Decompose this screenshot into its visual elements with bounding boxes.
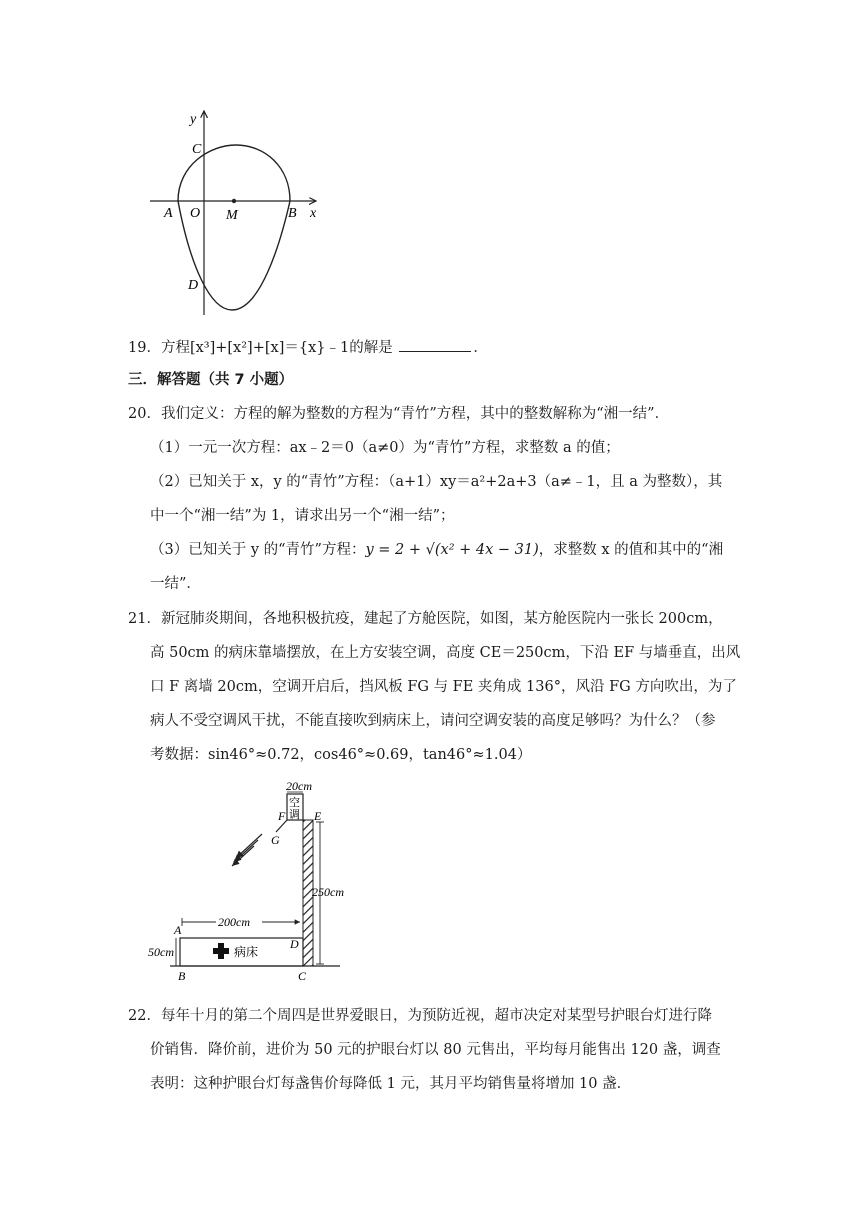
label-250cm: 250cm <box>312 885 344 899</box>
question-20-line6: 一结”． <box>150 576 201 592</box>
label-20cm: 20cm <box>286 779 312 793</box>
label-y: y <box>190 112 197 127</box>
question-20-line2: （1）一元一次方程：ax﹣2＝0（a≠0）为“青竹”方程，求整数 a 的值； <box>150 440 620 456</box>
label-d: D <box>290 937 299 951</box>
question-19: 19．方程[x³]+[x²]+[x]＝{x}﹣1的解是 ． <box>128 337 488 358</box>
question-22-line2: 价销售．降价前，进价为 50 元的护眼台灯以 80 元售出，平均每月能售出 120 盏，调查 <box>150 1042 721 1058</box>
label-bed: 病床 <box>234 945 259 959</box>
wind-arrow <box>234 840 258 862</box>
answer-blank <box>399 337 471 352</box>
label-d: D <box>188 278 199 293</box>
question-19-text: 19．方程[x³]+[x²]+[x]＝{x}﹣1的解是 <box>128 340 393 356</box>
figure-curve-axes <box>140 105 340 320</box>
label-o: O <box>190 206 201 221</box>
question-20-line5-a: （3）已知关于 y 的“青竹”方程： <box>150 542 366 558</box>
label-b: B <box>178 969 186 982</box>
label-g: G <box>271 833 280 847</box>
question-20-line5 <box>150 540 723 560</box>
question-21-line3: 口 F 离墙 20cm，空调开启后，挡风板 FG 与 FE 夹角成 136°，风沿 FG 方向吹出，为了 <box>150 679 737 695</box>
label-m: M <box>226 208 238 223</box>
label-50cm: 50cm <box>148 945 174 959</box>
label-b: B <box>288 206 297 221</box>
section-title: 三．解答题（共 7 小题） <box>128 372 294 388</box>
question-20-line3: （2）已知关于 x，y 的“青竹”方程：（a+1）xy＝a²+2a+3（a≠﹣1，且 a 为整数），其 <box>150 474 723 490</box>
question-21-line4: 病人不受空调风干扰，不能直接吹到病床上，请问空调安装的高度足够吗？为什么？（参 <box>150 713 716 729</box>
ac-label-tiao: 调 <box>289 809 300 821</box>
equation: y = 2 + √(x² + 4x − 31) <box>365 542 539 558</box>
figure-hospital-bed <box>140 772 360 982</box>
label-c: C <box>192 142 202 157</box>
question-22-line1: 22．每年十月的第二个周四是世界爱眼日，为预防近视，超市决定对某型号护眼台灯进行降 <box>128 1008 712 1024</box>
question-21-line2: 高 50cm 的病床靠墙摆放，在上方安装空调，高度 CE＝250cm，下沿 EF 与墙垂直，出风 <box>150 645 741 661</box>
wind-arrow <box>236 834 262 858</box>
point-m <box>232 199 236 203</box>
question-20-line4: 中一个“湘一结”为 1，请求出另一个“湘一结”； <box>150 508 455 524</box>
question-21-line1: 21．新冠肺炎期间，各地积极抗疫，建起了方舱医院，如图，某方舱医院内一张长 200cm， <box>128 611 723 627</box>
label-f: F <box>278 809 286 823</box>
label-x: x <box>310 206 317 221</box>
label-c: C <box>298 969 307 982</box>
question-20-line1: 20．我们定义：方程的解为整数的方程为“青竹”方程，其中的整数解称为“湘一结”． <box>128 406 670 422</box>
label-e: E <box>314 809 322 823</box>
question-22-line3: 表明：这种护眼台灯每盏售价每降低 1 元，其月平均销售量将增加 10 盏． <box>150 1076 632 1092</box>
question-21-line5: 考数据：sin46°≈0.72，cos46°≈0.69，tan46°≈1.04） <box>150 747 532 763</box>
question-20-line5-b: ，求整数 x 的值和其中的“湘 <box>538 542 724 558</box>
label-200cm: 200cm <box>218 915 250 929</box>
wind-arrow <box>232 846 254 866</box>
label-a: A <box>164 206 173 221</box>
ac-label-kong: 空 <box>289 797 300 809</box>
label-a: A <box>174 923 182 937</box>
